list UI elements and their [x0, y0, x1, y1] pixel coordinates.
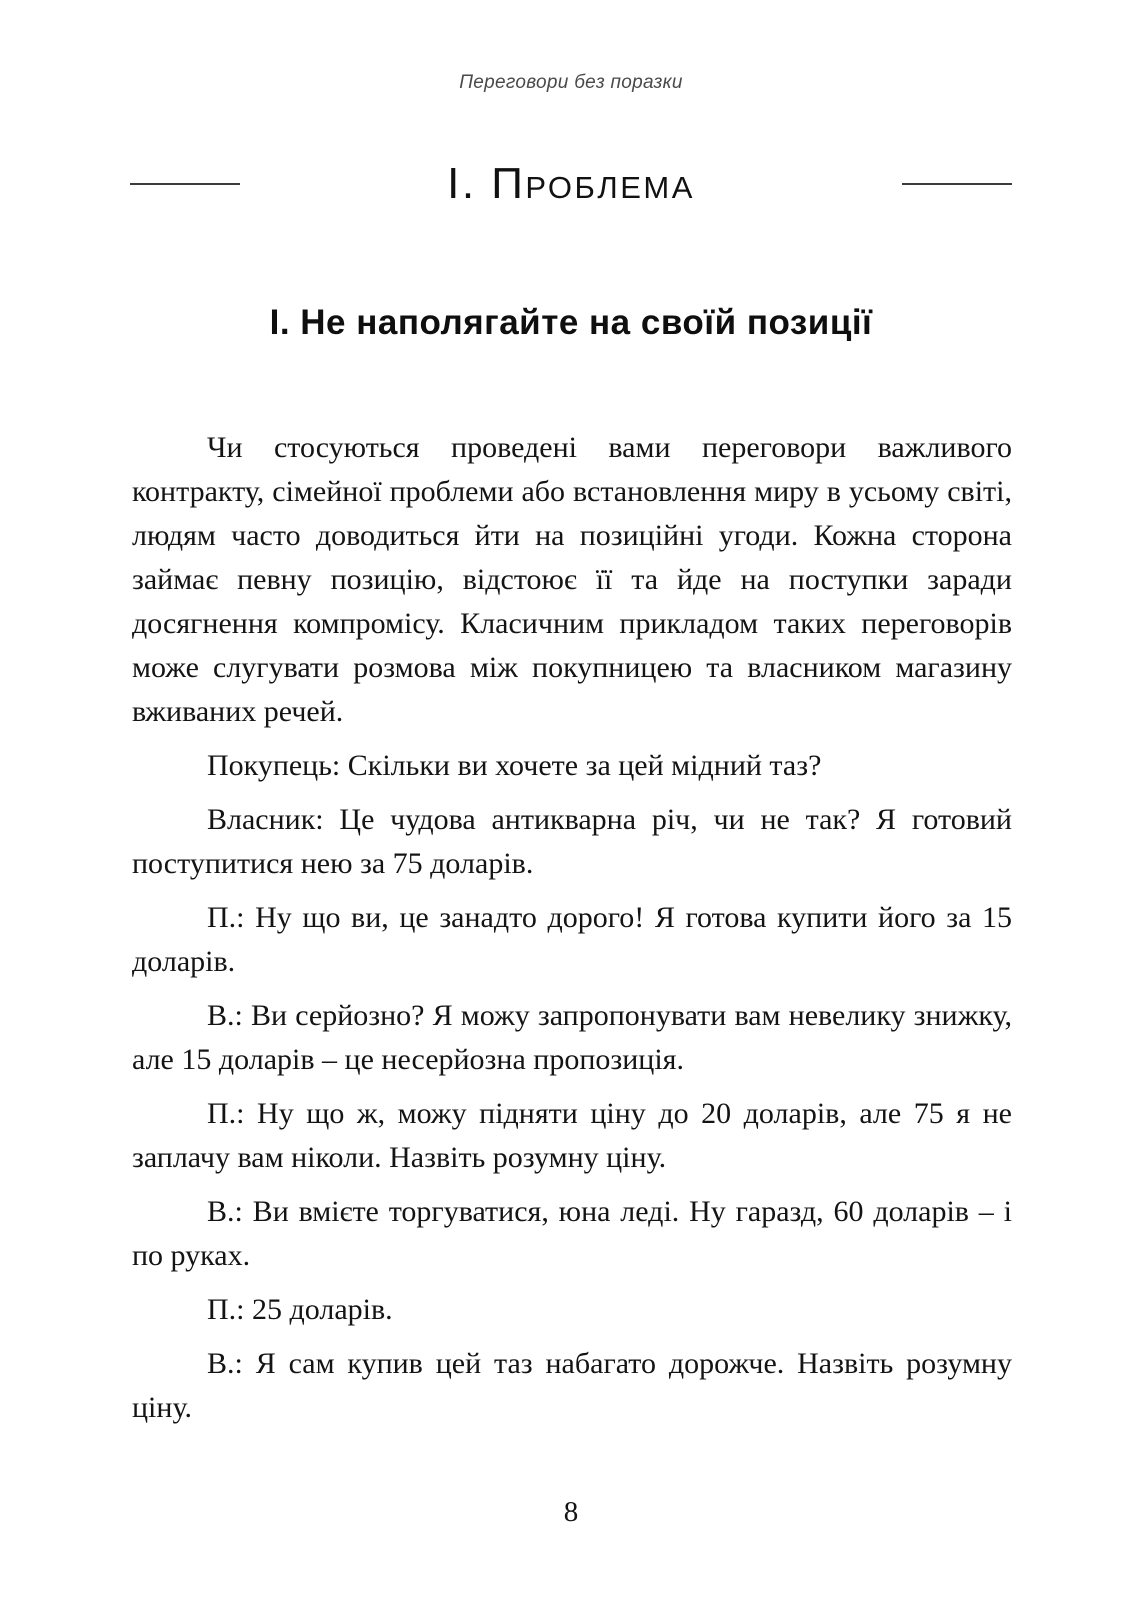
intro-paragraph: Чи стосуються проведені вами переговори важливого контракту, сімейної проблеми або встановлення миру в усьому світі, людям часто доводиться йти на позиційні угоди. Кожна сторона займає певну позицію, відстоює її та йде на поступки заради досягнення компромісу. Класичним прикладом таких переговорів може слугувати розмова між покупницею та власником магазину вживаних речей.: [132, 431, 1012, 728]
dialogue-line: В.: Ви серйозно? Я можу запропонувати вам невелику знижку, але 15 доларів – це несерйозна пропозиція.: [132, 999, 1012, 1076]
chapter-title: І. Не наполягайте на своїй позиції: [269, 303, 873, 342]
dialogue-line: П.: Ну що ж, можу підняти ціну до 20 доларів, але 75 я не заплачу вам ніколи. Назвіть розумну ціну.: [132, 1097, 1012, 1174]
dialogue-line: П.: Ну що ви, це занадто дорого! Я готова купити його за 15 доларів.: [132, 901, 1012, 978]
dialogue-line: Власник: Це чудова антикварна річ, чи не так? Я готовий поступитися нею за 75 доларів.: [132, 803, 1012, 880]
dialogue-line: П.: 25 доларів.: [207, 1293, 393, 1326]
title-rule-right: [902, 183, 1012, 185]
part-title-row: [130, 159, 1012, 208]
dialogue-line: В.: Ви вмієте торгуватися, юна леді. Ну гаразд, 60 доларів – і по руках.: [132, 1195, 1012, 1272]
dialogue-line: В.: Я сам купив цей таз набагато дорожче. Назвіть розумну ціну.: [132, 1347, 1012, 1424]
dialogue-line: Покупець: Скільки ви хочете за цей мідний таз?: [207, 749, 822, 782]
part-title: І. Проблема: [447, 159, 695, 208]
running-header: Переговори без поразки: [459, 72, 683, 93]
title-rule-left: [130, 183, 240, 185]
page-number: 8: [563, 1496, 579, 1528]
body-text: [132, 426, 1012, 1430]
